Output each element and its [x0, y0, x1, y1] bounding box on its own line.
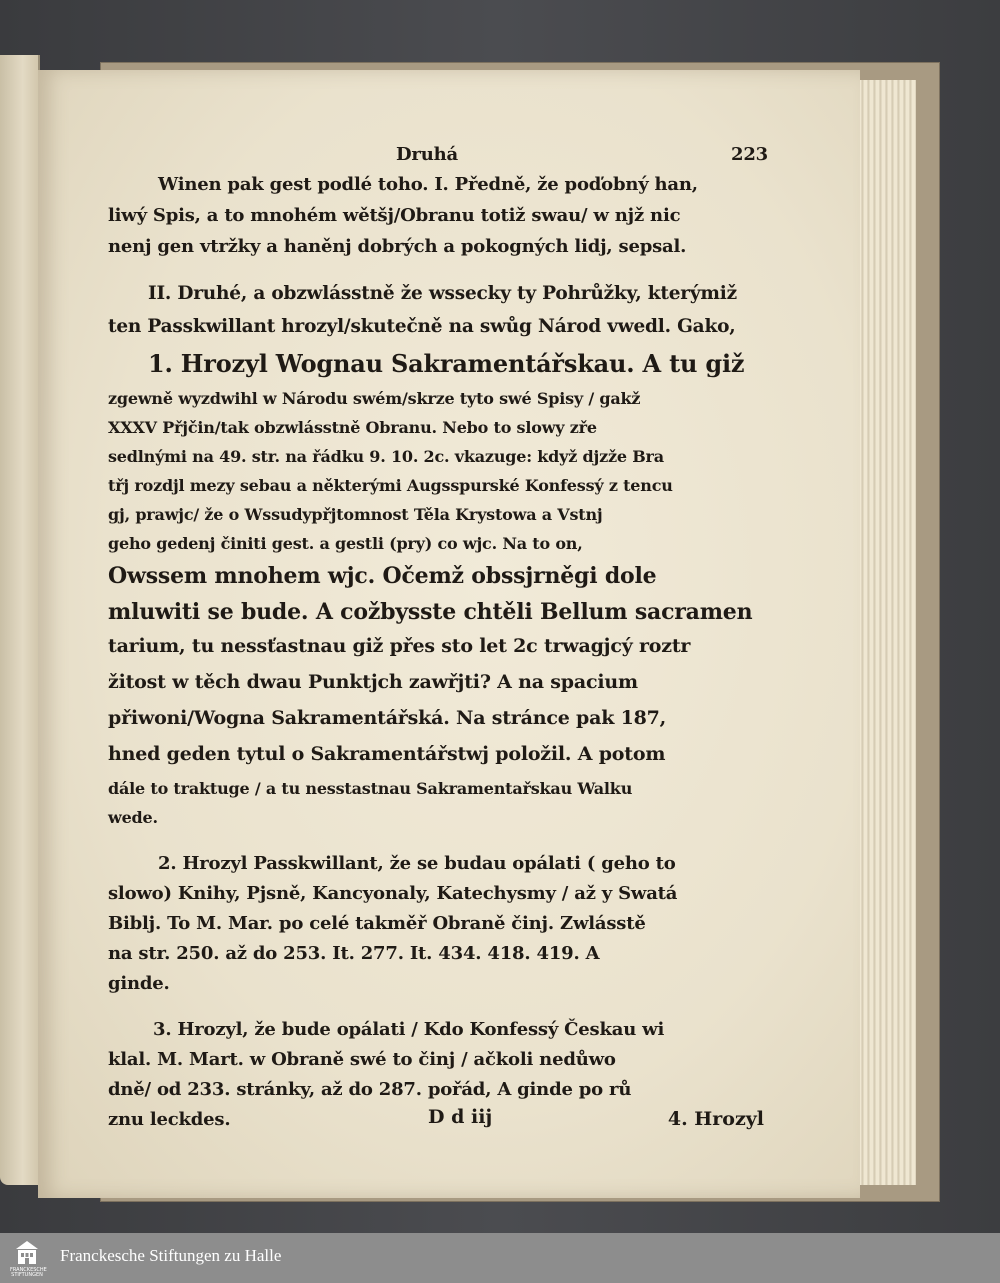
text-line: II. Druhé, a obzwlásstně že wssecky ty Pohrůžky, kterýmiž [148, 283, 737, 304]
running-title: Druhá [396, 144, 458, 165]
institution-logo[interactable] [10, 1239, 47, 1278]
page-header [108, 140, 768, 174]
text-line: wede. [108, 808, 158, 827]
footer-bar [0, 1233, 1000, 1283]
logo-text: FRANCKESCHE STIFTUNGEN [10, 1267, 47, 1278]
text-line: 3. Hrozyl, že bude opálati / Kdo Konfessý Českau wi [153, 1019, 665, 1040]
text-line: slowo) Knihy, Pjsně, Kancyonaly, Katechysmy / až y Swatá [108, 883, 678, 904]
page-number: 223 [731, 144, 768, 165]
text-line: žitost w těch dwau Punktjch zawřjti? A na spacium [108, 671, 638, 693]
text-line: klal. M. Mart. w Obraně swé to činj / ačkoli nedůwo [108, 1049, 616, 1070]
page-stack-edge [858, 80, 916, 1185]
text-line: znu leckdes. [108, 1109, 231, 1130]
institution-name[interactable]: Franckesche Stiftungen zu Halle [60, 1246, 282, 1265]
text-line: Winen pak gest podlé toho. I. Předně, že poďobný han, [158, 174, 698, 195]
building-icon [10, 1239, 44, 1269]
paragraph-4 [108, 853, 756, 1003]
text-line: gj, prawjc/ že o Wssudypřjtomnost Těla Krystowa a Vstnj [108, 505, 603, 524]
paragraph-2 [108, 283, 756, 349]
paragraph-1 [108, 174, 756, 267]
text-line: geho gedenj činiti gest. a gestli (pry) co wjc. Na to on, [108, 534, 583, 553]
signature-mark: D d iij [428, 1106, 493, 1128]
text-line: tarium, tu nessťastnau giž přes sto let 2c trwagjcý roztr [108, 635, 691, 657]
paragraph-3 [108, 349, 756, 837]
text-line: zgewně wyzdwihl w Národu swém/skrze tyto swé Spisy / gakž [108, 389, 641, 408]
text-line: ginde. [108, 973, 170, 994]
left-page-edge [0, 55, 40, 1185]
text-line: na str. 250. až do 253. It. 277. It. 434. 418. 419. A [108, 943, 600, 964]
text-line: nenj gen vtržky a haněnj dobrých a pokogných lidj, sepsal. [108, 236, 687, 257]
catchword: 4. Hrozyl [667, 1108, 764, 1130]
text-line: Biblj. To M. Mar. po celé takměř Obraně činj. Zwlásstě [108, 913, 646, 934]
book-page [38, 70, 860, 1198]
text-line: XXXV Přjčin/tak obzwlásstně Obranu. Nebo to slowy zře [108, 418, 597, 437]
text-line: ten Passkwillant hrozyl/skutečně na swůg Národ vwedl. Gako, [108, 316, 736, 337]
text-line: 2. Hrozyl Passkwillant, že se budau opálati ( geho to [158, 853, 676, 874]
text-line: hned geden tytul o Sakramentářstwj položil. A potom [108, 743, 666, 765]
text-line: dále to traktuge / a tu nesstastnau Sakramentařskau Walku [108, 779, 633, 798]
text-line: 1. Hrozyl Wognau Sakramentářskau. A tu giž [148, 349, 745, 378]
text-line: přiwoni/Wogna Sakramentářská. Na stránce pak 187, [108, 707, 667, 729]
text-line: dně/ od 233. stránky, až do 287. pořád, A ginde po rů [108, 1079, 632, 1100]
page-text [108, 140, 768, 1139]
text-line: třj rozdjl mezy sebau a některými Augsspurské Konfessý z tencu [108, 476, 673, 495]
text-line: Owssem mnohem wjc. Očemž obssjrněgi dole [108, 563, 657, 589]
text-line: mluwiti se bude. A cožbysste chtěli Bellum sacramen [108, 599, 753, 625]
text-line: sedlnými na 49. str. na řádku 9. 10. 2c. vkazuge: když djzže Bra [108, 447, 664, 466]
text-line: liwý Spis, a to mnohém wětšj/Obranu totiž swau/ w njž nic [108, 205, 681, 226]
